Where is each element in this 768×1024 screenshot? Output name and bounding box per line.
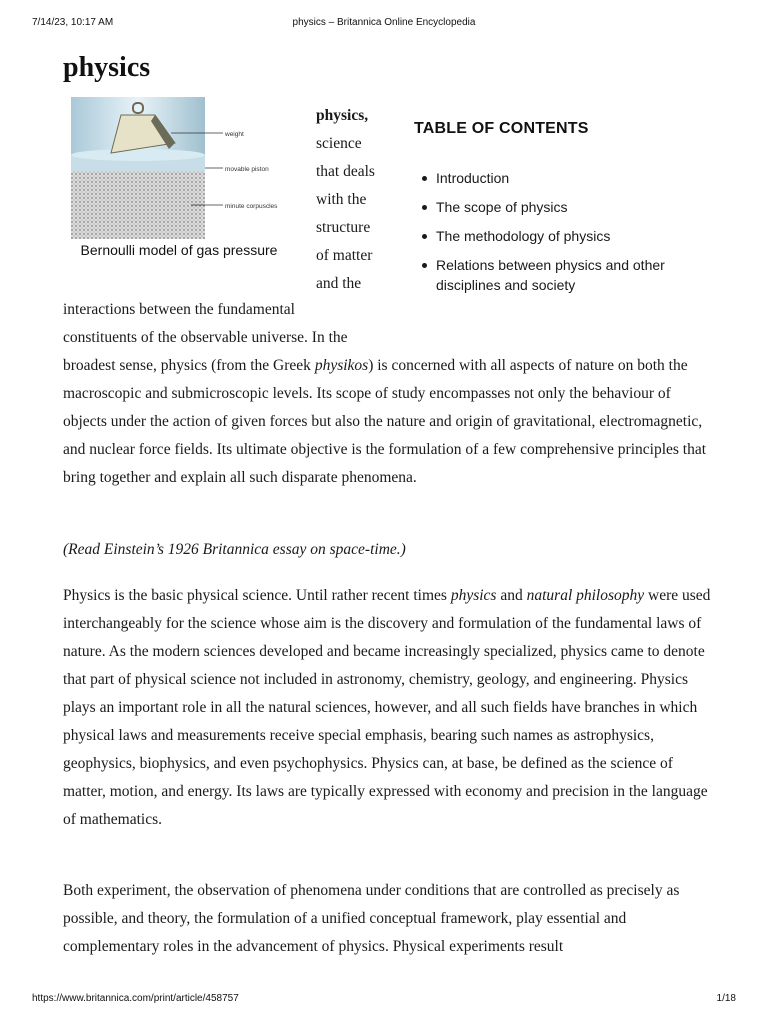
paragraph-2: Physics is the basic physical science. Until rather recent times physics and natural philosophy were used interchangeably for the science whose aim is the discovery and formulation of the fundamental laws of nature. As the modern sciences developed and became increasingly specialized, physics came to denote that part of physical science not included in astronomy, chemistry, geology, and engineering. Physics plays an important role in all the natural sciences, however, and all such fields have branches in which physical laws and measurements receive special emphasis, bearing such names as astrophysics, geophysics, biophysics, and even psychophysics. Physics can, at base, be defined as the science of matter, motion, and energy. Its laws are typically expressed with economy and precision in the language of mathematics. (63, 587, 711, 828)
lead-column (316, 102, 411, 298)
page-title: physics (63, 52, 151, 83)
lead-line: science (316, 135, 362, 152)
label-piston: movable piston (225, 166, 269, 173)
paragraph-1: broadest sense, physics (from the Greek physikos) is concerned with all aspects of nature on both the macroscopic and submicroscopic levels. Its scope of study encompasses not only the behaviour of objects under the action of given forces but also the nature and origin of gravitational, electromagnetic, and nuclear force fields. Its ultimate objective is the formulation of a few comprehensive principles that bring together and explain all such disparate phenomena. (63, 357, 707, 486)
lead-line: of matter (316, 247, 373, 264)
lead-line: and the (316, 275, 362, 292)
toc-item-methodology[interactable]: The methodology of physics (436, 226, 708, 246)
label-weight: weight (225, 131, 244, 138)
lead-line: that deals (316, 163, 375, 180)
toc-item-relations[interactable]: Relations between physics and other disciplines and society (436, 255, 708, 295)
intro-line: constituents of the observable universe. In the (63, 329, 348, 346)
einstein-essay-link[interactable]: (Read Einstein’s 1926 Britannica essay on space-time.) (63, 541, 406, 558)
intro-wrap (63, 296, 393, 352)
paragraph-3: Both experiment, the observation of phenomena under conditions that are controlled as precisely as possible, and theory, the formulation of a unified conceptual framework, play essential and complementary roles in the advancement of physics. Physical experiments result (63, 882, 680, 955)
lead-line: physics, (316, 107, 369, 124)
toc-title: TABLE OF CONTENTS (414, 120, 589, 137)
print-datetime: 7/14/23, 10:17 AM (32, 17, 114, 28)
page-number: 1/18 (716, 993, 736, 1004)
label-corpuscles: minute corpuscles (225, 203, 278, 210)
gas-pressure-illustration (71, 97, 293, 239)
table-of-contents (414, 120, 714, 293)
print-doc-title: physics – Britannica Online Encyclopedia (292, 17, 476, 28)
toc-item-introduction[interactable]: Introduction (436, 168, 708, 188)
lead-line: structure (316, 219, 371, 236)
intro-line: interactions between the fundamental (63, 301, 295, 318)
figure-caption: Bernoulli model of gas pressure (80, 242, 278, 258)
lead-line: with the (316, 191, 367, 208)
print-url[interactable]: https://www.britannica.com/print/article/458757 (32, 993, 239, 1004)
toc-item-scope[interactable]: The scope of physics (436, 197, 708, 217)
